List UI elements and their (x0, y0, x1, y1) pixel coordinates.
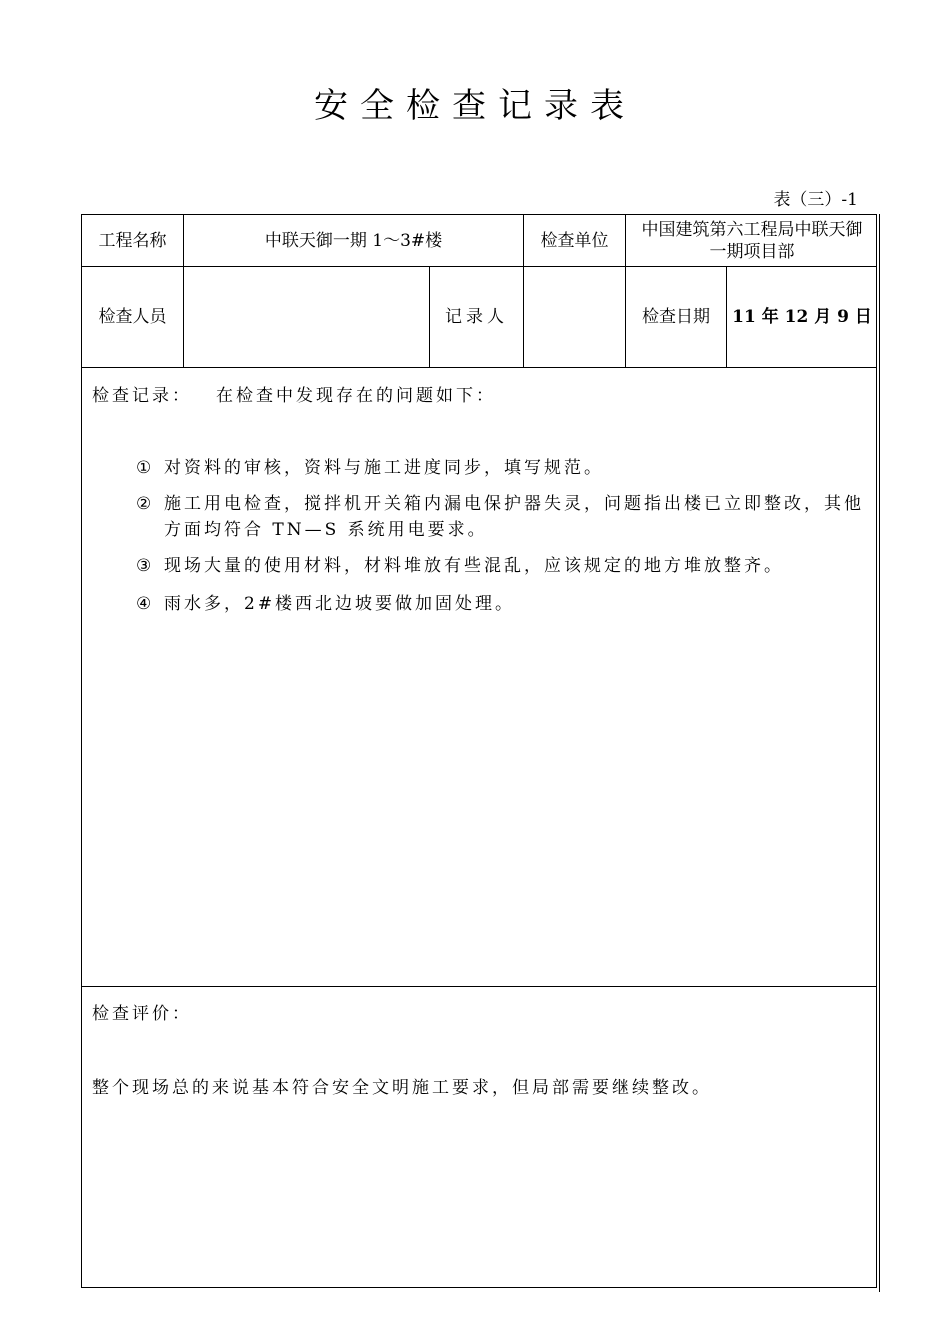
row-divider (82, 986, 876, 987)
project-name-value: 中联天御一期 1～3#楼 (264, 230, 443, 251)
item-number: ④ (136, 594, 155, 614)
list-item (136, 491, 870, 543)
evaluation-label: 检查评价： (92, 1004, 192, 1024)
inspector-value (184, 267, 429, 367)
inspect-unit-label: 检查单位 (540, 230, 609, 251)
list-item (136, 591, 870, 617)
item-text: 现场大量的使用材料，材料堆放有些混乱，应该规定的地方堆放整齐。 (164, 556, 784, 576)
inspect-date-value: 11 年 12 月 9 日 (732, 307, 872, 327)
item-text: 雨水多，2#楼西北边坡要做加固处理。 (164, 594, 516, 614)
item-number: ① (136, 458, 155, 478)
table-edge-line (879, 214, 880, 1292)
inspect-unit-value: 中国建筑第六工程局中联天御一期项目部 (641, 219, 863, 262)
item-text: 施工用电检查，搅拌机开关箱内漏电保护器失灵，问题指出楼已立即整改，其他方面均符合 TN—S 系统用电要求。 (164, 494, 864, 540)
inspector-label: 检查人员 (98, 307, 167, 327)
list-item (136, 553, 870, 579)
document-title: 安全检查记录表 (314, 86, 636, 126)
recorder-label: 记录人 (445, 307, 508, 327)
recorder-value (524, 267, 625, 367)
inspection-form-table (81, 214, 877, 1288)
record-intro: 在检查中发现存在的问题如下： (216, 386, 496, 406)
item-text: 对资料的审核，资料与施工进度同步，填写规范。 (164, 458, 604, 478)
inspect-date-label: 检查日期 (642, 307, 710, 327)
evaluation-text: 整个现场总的来说基本符合安全文明施工要求，但局部需要继续整改。 (92, 1078, 712, 1098)
item-number: ② (136, 494, 155, 514)
record-label: 检查记录： (92, 386, 192, 406)
item-number: ③ (136, 556, 155, 576)
project-name-label: 工程名称 (98, 230, 167, 251)
row-divider (82, 367, 876, 368)
list-item (136, 455, 870, 481)
form-number: 表（三）-1 (773, 190, 858, 210)
